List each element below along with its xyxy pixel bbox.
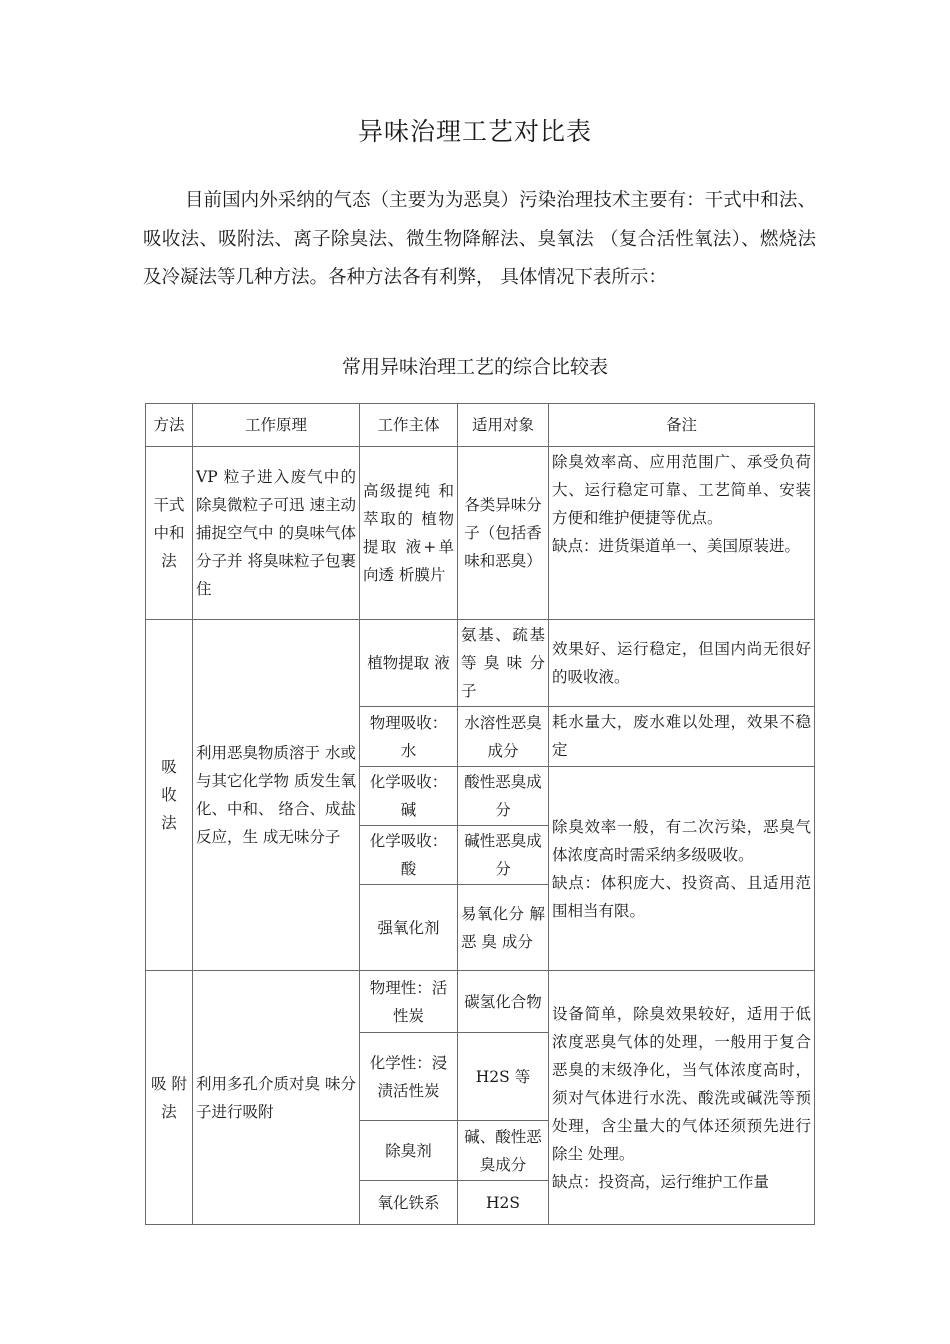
target-cell: H2S — [458, 1181, 549, 1225]
remark-cell: 除臭效率高、应用范围广、承受负荷大、运行稳定可靠、工艺简单、安装方便和维护便捷等优点。 缺点：进货渠道单一、美国原装进。 — [549, 447, 815, 620]
header-remark: 备注 — [549, 404, 815, 447]
method-cell: 吸 附 法 — [146, 971, 193, 1225]
target-cell: H2S 等 — [458, 1033, 549, 1121]
method-cell: 干式 中和 法 — [146, 447, 193, 620]
principle-cell: 利用恶臭物质溶于 水或与其它化学物 质发生氧化、中和、 络合、成盐反应，生 成无味分子 — [193, 620, 360, 971]
target-cell: 酸性恶臭成分 — [458, 767, 549, 826]
target-cell: 易氧化分 解 恶 臭 成分 — [458, 885, 549, 971]
header-method: 方法 — [146, 404, 193, 447]
target-cell: 各类异味分子（包括香味和恶臭） — [458, 447, 549, 620]
remark-cell: 设备简单，除臭效果较好，适用于低浓度恶臭气体的处理，一般用于复合恶臭的末级净化，当气体浓度高时， 须对气体进行水洗、酸洗或碱洗等预处理，含尘量大的气体还须预先进行除尘 处理。 缺点：投资高，运行维护工作量 — [549, 971, 815, 1225]
subject-cell: 植物提取 液 — [360, 620, 458, 707]
remark-cell: 除臭效率一般，有二次污染，恶臭气体浓度高时需采纳多级吸收。 缺点：体积庞大、投资高、且适用范围相当有限。 — [549, 767, 815, 971]
table-row — [146, 620, 815, 707]
subject-cell: 物理性：活性炭 — [360, 971, 458, 1033]
intro-paragraph: 目前国内外采纳的气态（主要为为恶臭）污染治理技术主要有：干式中和法、吸收法、吸附法、离子除臭法、微生物降解法、臭氧法 （复合活性氧法）、燃烧法及冷凝法等几种方法。各种方法各有利弊， 具体情况下表所示： — [143, 190, 816, 288]
subject-cell: 强氧化剂 — [360, 885, 458, 971]
target-cell: 碱性恶臭成分 — [458, 826, 549, 885]
target-cell: 碱、酸性恶臭成分 — [458, 1121, 549, 1181]
subject-cell: 化学吸收：酸 — [360, 826, 458, 885]
page-title: 异味治理工艺对比表 — [357, 117, 592, 146]
comparison-table — [145, 403, 815, 1225]
subject-cell: 化学吸收：碱 — [360, 767, 458, 826]
subject-cell: 氧化铁系 — [360, 1181, 458, 1225]
subject-cell: 化学性：浸渍活性炭 — [360, 1033, 458, 1121]
method-cell: 吸 收 法 — [146, 620, 193, 971]
subject-cell: 物理吸收：水 — [360, 707, 458, 767]
table-row — [146, 971, 815, 1033]
principle-cell: VP 粒子进入废气中的除臭微粒子可迅 速主动捕捉空气中 的臭味气体分子并 将臭味粒子包裹住 — [193, 447, 360, 620]
subject-cell: 除臭剂 — [360, 1121, 458, 1181]
header-target: 适用对象 — [458, 404, 549, 447]
header-subject: 工作主体 — [360, 404, 458, 447]
principle-cell: 利用多孔介质对臭 味分子进行吸附 — [193, 971, 360, 1225]
target-cell: 氨基、疏基等 臭 味 分子 — [458, 620, 549, 707]
subject-cell: 高级提纯 和萃取的 植物提取 液+单向透 析膜片 — [360, 447, 458, 620]
table-title: 常用异味治理工艺的综合比较表 — [341, 356, 608, 378]
header-principle: 工作原理 — [193, 404, 360, 447]
target-cell: 水溶性恶臭成分 — [458, 707, 549, 767]
table-header-row — [146, 404, 815, 447]
target-cell: 碳氢化合物 — [458, 971, 549, 1033]
remark-cell: 耗水量大，废水难以处理，效果不稳定 — [549, 707, 815, 767]
table-row — [146, 447, 815, 620]
remark-cell: 效果好、运行稳定，但国内尚无很好的吸收液。 — [549, 620, 815, 707]
